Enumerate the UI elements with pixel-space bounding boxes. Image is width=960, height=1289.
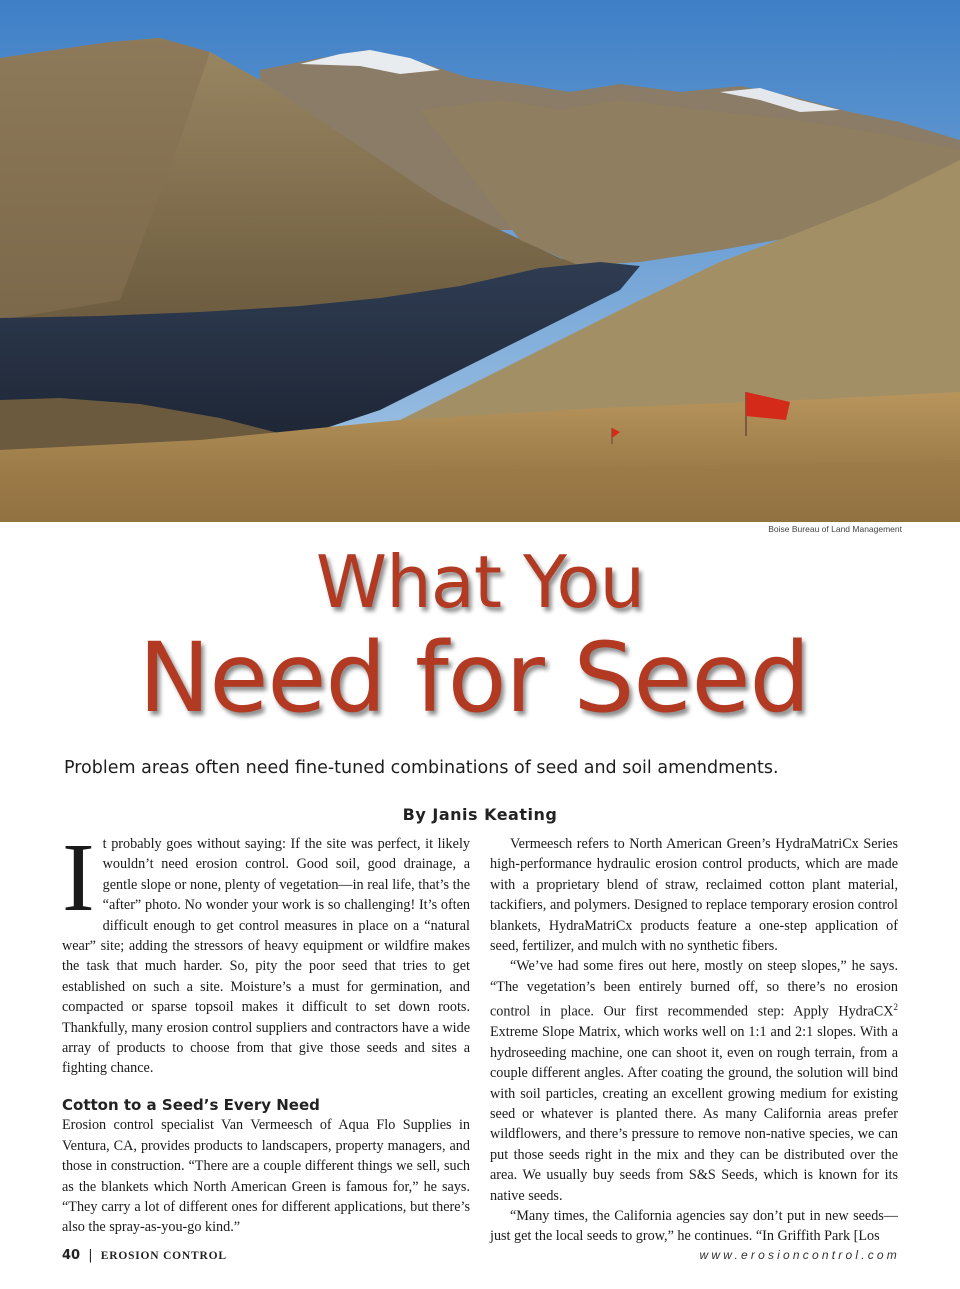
section-subhead: Cotton to a Seed’s Every Need [62,1095,320,1114]
body-paragraph: Erosion control specialist Van Vermeesch of Aqua Flo Supplies in Ventura, CA, provides products to landscapers, property managers, and those in construction. “There are a couple different things we sell, such as the blankets which North American Green is famous for,” he says. “They carry a lot of different ones for different applications, but there’s also the spray-as-you-go kind.” [62,1117,470,1236]
intro-paragraph [62,824,470,1079]
photo-credit: Boise Bureau of Land Management [768,524,902,534]
publication-name: EROSION CONTROL [100,1250,227,1262]
dropcap: I [62,824,95,932]
intro-text: t probably goes without saying: If the site was perfect, it likely wouldn’t need erosion control. Good soil, good drainage, a gentle slope or none, plenty of vegetation—in real life, that’s the “after” photo. No wonder your work is so challenging! It’s often difficult enough to get control measures in place on a “natural wear” site; adding the stressors of heavy equipment or wildfire makes the task that much harder. So, pity the poor seed that tries to get established on such a site. Moisture’s a must for germination, and compacted or sparse topsoil makes it difficult to set down roots. Thankfully, many erosion control suppliers and contractors have a wide array of products to choose from that give those seeds and sites a fighting chance. [62,836,470,1077]
website-url: www.erosioncontrol.com [699,1248,900,1262]
article-title-line2: Need for Seed [138,622,810,734]
body-paragraph [490,956,898,1206]
superscript: 2 [893,1002,898,1013]
right-column [490,834,898,1247]
body-paragraph: Vermeesch refers to North American Green’s HydraMatriCx Series high-performance hydraulic erosion control products, which are made with a proprietary blend of straw, reclaimed cotton plant material, tackifiers, and polymers. Designed to replace temporary erosion control blankets, HydraMatriCx products feature a one-step application of seed, fertilizer, and mulch with no synthetic fibers. [490,836,898,955]
footer-separator: | [88,1248,93,1263]
byline: By Janis Keating [402,805,558,824]
quote-text-part2: Extreme Slope Matrix, which works well on 1:1 and 2:1 slopes. With a hydroseeding machine, one can shoot it, even on rough terrain, from a couple different angles. After coating the ground, the solution will bind with soil particles, creating an excellent growing medium for existing seed or whatever is planted there. As many California areas prefer wildflowers, and there’s pressure to remove non-native species, we can put those seeds right in the mix and they can be distributed over the area. We usually buy seeds from S&S Seeds, which is known for its native seeds. [490,1024,898,1204]
body-paragraph: “Many times, the California agencies say don’t put in new seeds—just get the local seeds to grow,” he continues. “In Griffith Park [Los [490,1208,898,1245]
quote-text-part1: “We’ve had some fires out here, mostly on steep slopes,” he says. “The vegetation’s been entirely burned off, so there’s no erosion control in place. Our first recommended step: Apply HydraCX [490,958,898,1020]
page-footer-left [62,1248,227,1263]
landscape-photo-illustration [0,0,960,522]
left-column [62,824,470,1238]
landscape-photo [0,0,960,522]
article-deck: Problem areas often need fine-tuned combinations of seed and soil amendments. [64,758,779,778]
page-number: 40 [62,1248,81,1263]
article-title-line1: What You [315,540,645,624]
